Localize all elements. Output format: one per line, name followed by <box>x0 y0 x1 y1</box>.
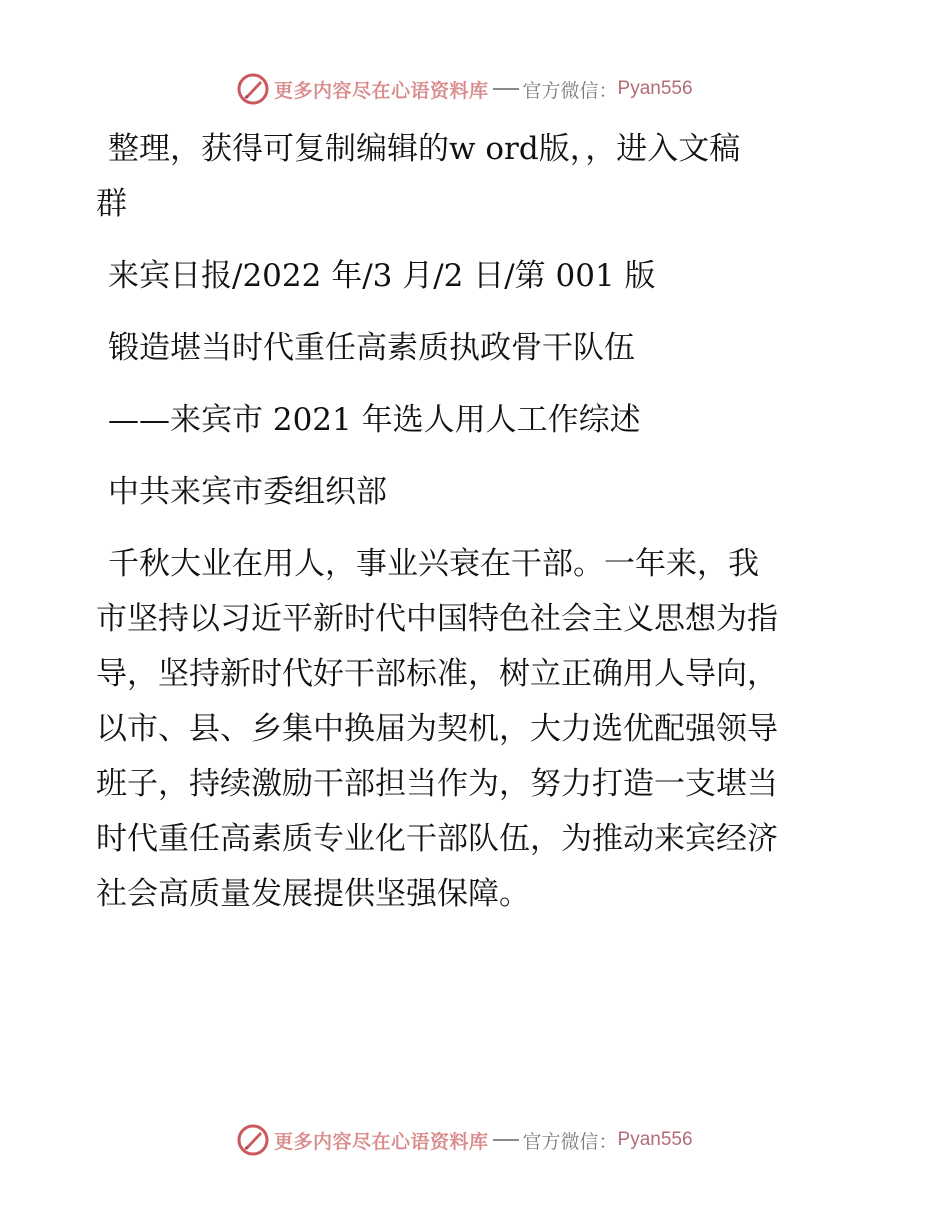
intro-line: 整理，获得可复制编辑的w ord版，，进入文稿 <box>108 131 741 167</box>
header-watermark <box>236 72 693 106</box>
quill-logo-icon <box>236 72 270 106</box>
watermark-wechat-id: Pyan556 <box>617 78 693 99</box>
paragraph-line: 时代重任高素质专业化干部队伍，为推动来宾经济 <box>96 821 778 857</box>
paragraph-line: 导，坚持新时代好干部标准，树立正确用人导向， <box>96 656 778 692</box>
watermark-wechat-label: 官方微信： <box>522 79 618 102</box>
paragraph-line: 市坚持以习近平新时代中国特色社会主义思想为指 <box>96 601 778 637</box>
article-author: 中共来宾市委组织部 <box>108 474 387 510</box>
paragraph-line: 以市、县、乡集中换届为契机，大力选优配强领导 <box>96 711 778 747</box>
source-line: 来宾日报/2022 年/3 月/2 日/第 001 版 <box>108 258 656 294</box>
paragraph-line: 班子，持续激励干部担当作为，努力打造一支堪当 <box>96 766 778 802</box>
quill-logo-icon <box>236 1123 270 1157</box>
watermark-dash <box>493 88 519 90</box>
document-body <box>96 122 856 922</box>
footer-watermark <box>236 1123 693 1157</box>
watermark-main-text: 更多内容尽在心语资料库 <box>274 1130 489 1153</box>
watermark-dash <box>493 1139 519 1141</box>
article-title: 锻造堪当时代重任高素质执政骨干队伍 <box>108 330 635 366</box>
paragraph-line: 社会高质量发展提供坚强保障。 <box>96 876 530 912</box>
watermark-wechat-label: 官方微信： <box>522 1130 618 1153</box>
watermark-main-text: 更多内容尽在心语资料库 <box>274 79 489 102</box>
article-subtitle: ——来宾市 2021 年选人用人工作综述 <box>108 402 641 438</box>
intro-line: 群 <box>96 186 127 222</box>
paragraph-line: 千秋大业在用人，事业兴衰在干部。一年来，我 <box>108 546 759 582</box>
watermark-wechat-id: Pyan556 <box>617 1129 693 1150</box>
